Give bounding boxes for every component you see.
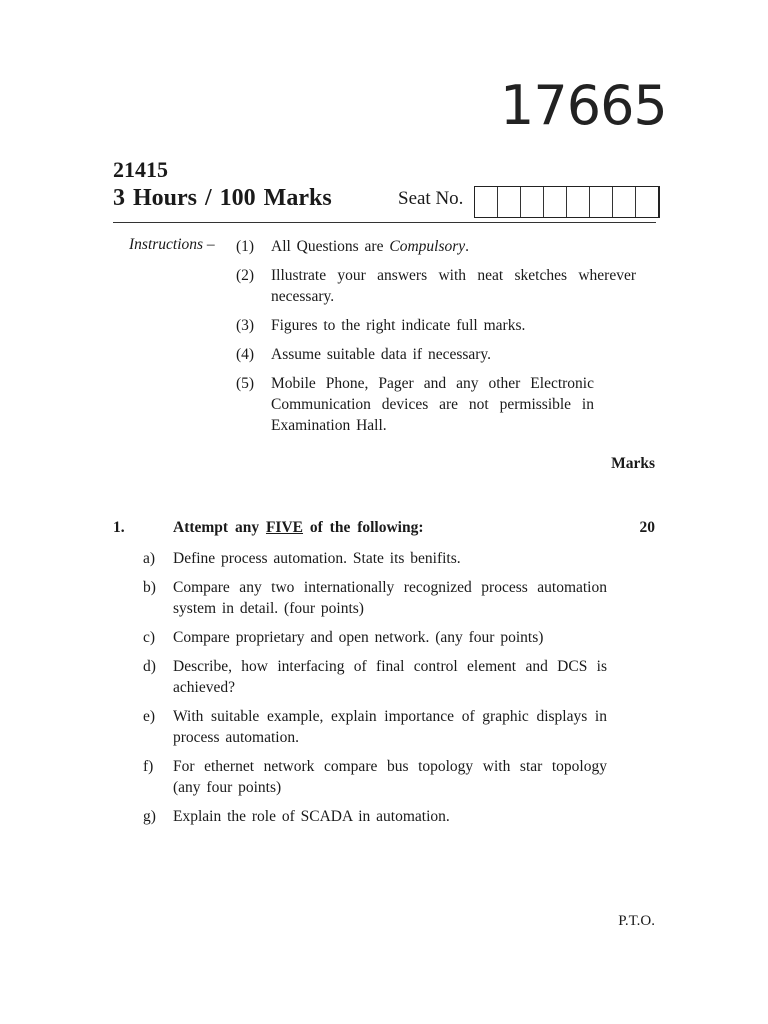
sub-question xyxy=(143,756,607,798)
subject-code: 21415 xyxy=(113,157,168,182)
instruction-item xyxy=(236,373,636,436)
marks-column-heading: Marks xyxy=(611,455,655,472)
sub-question-label: f) xyxy=(143,758,154,775)
seat-number-boxes[interactable] xyxy=(474,186,660,218)
exam-duration-marks: 3 Hours / 100 Marks xyxy=(113,185,332,211)
instruction-number: (1) xyxy=(236,238,255,255)
sub-question-text: For ethernet network compare bus topology with star topology (any four points) xyxy=(173,758,607,796)
sub-question xyxy=(143,656,607,698)
sub-question xyxy=(143,706,607,748)
instruction-number: (3) xyxy=(236,317,255,334)
instruction-item xyxy=(236,265,636,307)
instructions-label: Instructions – xyxy=(129,236,215,253)
sub-question-text: With suitable example, explain importance of graphic displays in process automation. xyxy=(173,708,607,746)
instruction-number: (4) xyxy=(236,346,255,363)
sub-question-text: Explain the role of SCADA in automation. xyxy=(173,808,450,825)
instruction-emphasis: Compulsory xyxy=(389,238,466,255)
question-marks: 20 xyxy=(639,519,655,536)
sub-question-text: Define process automation. State its benifits. xyxy=(173,550,461,567)
question-number: 1. xyxy=(113,519,125,536)
instruction-text: Assume suitable data if necessary. xyxy=(271,346,492,363)
sub-question-list xyxy=(143,548,607,835)
instruction-number: (5) xyxy=(236,375,255,392)
sub-question xyxy=(143,627,607,648)
sub-question-label: e) xyxy=(143,708,156,725)
instruction-item xyxy=(236,236,636,257)
instruction-text: Figures to the right indicate full marks. xyxy=(271,317,526,334)
instruction-number: (2) xyxy=(236,267,255,284)
seat-number-box[interactable] xyxy=(498,187,521,217)
sub-question xyxy=(143,806,607,827)
question-title-emphasis: FIVE xyxy=(265,519,304,536)
seat-number-box[interactable] xyxy=(544,187,567,217)
instruction-item xyxy=(236,315,636,336)
sub-question-label: c) xyxy=(143,629,156,646)
sub-question xyxy=(143,577,607,619)
instruction-text: Mobile Phone, Pager and any other Electronic Communication devices are not permissible in Examination Hall. xyxy=(271,375,594,434)
please-turn-over: P.T.O. xyxy=(618,913,655,929)
sub-question-text: Describe, how interfacing of final control element and DCS is achieved? xyxy=(173,658,607,696)
header-divider xyxy=(113,222,656,223)
sub-question-label: d) xyxy=(143,658,156,675)
seat-number-box[interactable] xyxy=(636,187,658,217)
instruction-text: Illustrate your answers with neat sketches wherever necessary. xyxy=(271,267,636,305)
seat-number-box[interactable] xyxy=(475,187,498,217)
seat-number-box[interactable] xyxy=(590,187,613,217)
sub-question-label: b) xyxy=(143,579,156,596)
sub-question xyxy=(143,548,607,569)
sub-question-text: Compare proprietary and open network. (any four points) xyxy=(173,629,544,646)
seat-number-box[interactable] xyxy=(613,187,636,217)
seat-number-label: Seat No. xyxy=(398,188,464,209)
seat-number-box[interactable] xyxy=(521,187,544,217)
instruction-item xyxy=(236,344,636,365)
sub-question-text: Compare any two internationally recognized process automation system in detail. (four points) xyxy=(173,579,607,617)
sub-question-label: a) xyxy=(143,550,156,567)
paper-code: 17665 xyxy=(500,74,667,137)
question-title: Attempt any FIVE of the following: xyxy=(173,519,424,536)
instruction-text: All Questions are Compulsory. xyxy=(271,238,470,255)
seat-number-box[interactable] xyxy=(567,187,590,217)
instructions-list xyxy=(236,236,636,444)
sub-question-label: g) xyxy=(143,808,156,825)
